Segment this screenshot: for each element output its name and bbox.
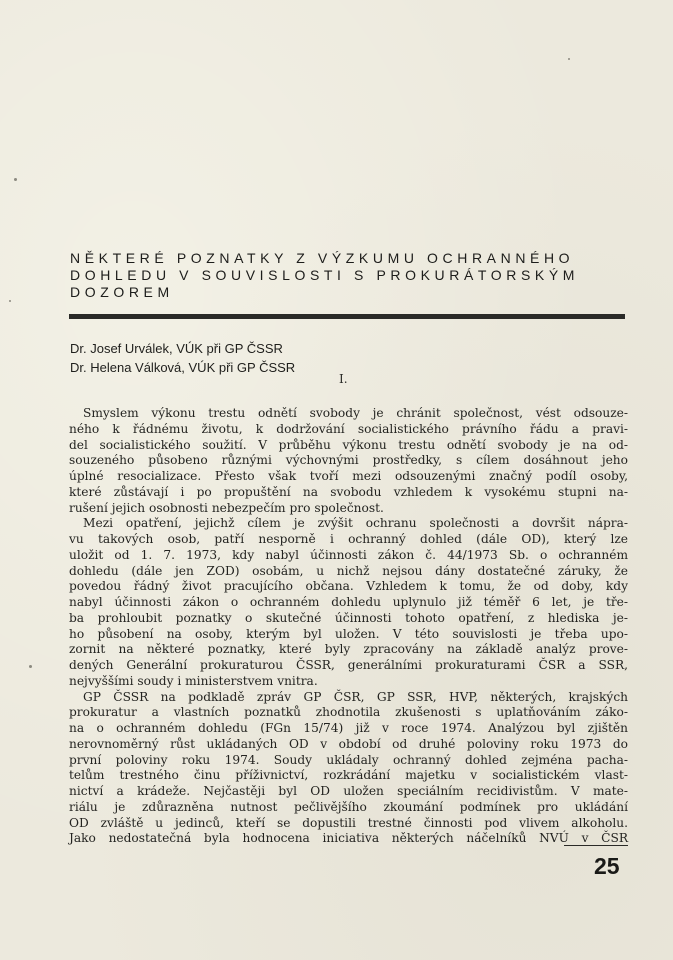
- title-line: NĚKTERÉ POZNATKY Z VÝZKUMU OCHRANNÉHO: [70, 250, 575, 266]
- text-line: OD zvláště u jedinců, kteří se dopustili trestné činnosti pod vlivem alkoholu.: [69, 815, 628, 830]
- text-line: úplné resocializace. Přesto však tvoří mezi odsouzenými značný podíl osoby,: [69, 469, 628, 483]
- author-line: Dr. Josef Urválek, VÚK při GP ČSSR: [70, 341, 283, 356]
- text-line: Jako nedostatečná byla hodnocena iniciativa některých náčelníků NVÚ v ČSR: [69, 831, 628, 846]
- paper-speck: [9, 300, 11, 302]
- text-line: ho působení na osoby, kterým byl uložen. V této souvislosti je třeba upo-: [69, 626, 628, 641]
- title-line: DOHLEDU V SOUVISLOSTI S PROKURÁTORSKÝM: [70, 267, 580, 283]
- paper-speck: [29, 665, 32, 668]
- text-line: uložit od 1. 7. 1973, kdy nabyl účinnosti zákon č. 44/1973 Sb. o ochranném: [69, 547, 628, 562]
- text-line: Smyslem výkonu trestu odnětí svobody je chránit společnost, vést odsouze-: [83, 406, 628, 420]
- text-line: del socialistického soužití. V průběhu výkonu trestu odnětí svobody je na od-: [69, 437, 628, 452]
- text-line: které zůstávají i po propuštění na svobodu vzhledem k vysokému stupni na-: [69, 484, 628, 499]
- title-line: DOZOREM: [70, 284, 174, 300]
- section-number: I.: [339, 372, 348, 386]
- text-line: dohledu (dále jen ZOD) osobám, u nichž nejsou dány dostatečné záruky, že: [69, 563, 628, 578]
- text-line: ného k řádnému životu, k dodržování socialistického právního řádu a pravi-: [69, 421, 628, 436]
- page-number: 25: [594, 853, 620, 879]
- text-line: telům trestného činu příživnictví, rozkrádání majetku v socialistickém vlast-: [69, 768, 628, 783]
- footer-divider: [564, 845, 628, 846]
- text-line: zornit na některé poznatky, které byly zpracovány na základě analýz prove-: [69, 642, 628, 657]
- text-line: na o ochranném dohledu (FGn 15/74) již v roce 1974. Analýzou byl zjištěn: [69, 721, 628, 735]
- text-line: rušení jejich osobnosti nebezpečím pro společnost.: [69, 500, 384, 515]
- text-line: vu takových osob, patří nesporně i ochranný dohled (dále OD), který lze: [69, 532, 628, 546]
- text-line: nabyl účinnosti zákon o ochranném dohledu uplynulo již téměř 6 let, je tře-: [69, 595, 628, 609]
- text-line: nejvyššími soudy i ministerstvem vnitra.: [69, 673, 318, 688]
- text-line: ba prohloubit poznatky o skutečné účinnosti tohoto opatření, z hlediska je-: [69, 610, 628, 625]
- body-text: [69, 406, 628, 847]
- text-line: dených Generální prokuraturou ČSSR, generálními prokuraturami ČSR a SSR,: [69, 658, 628, 672]
- text-line: první poloviny roku 1974. Soudy ukládaly ochranný dohled zejména pacha-: [69, 752, 628, 767]
- text-line: Mezi opatření, jejichž cílem je zvýšit ochranu společnosti a dovršit nápra-: [83, 516, 628, 531]
- paper-speck: [568, 58, 570, 60]
- article-title: [70, 250, 630, 301]
- text-line: nictví a krádeže. Nejčastěji byl OD uložen speciálním recidivistům. V mate-: [69, 784, 628, 798]
- text-line: souzeného působeno různými výchovnými prostředky, s cílem dosáhnout jeho: [69, 453, 628, 468]
- author-list: [70, 339, 295, 377]
- text-line: nerovnoměrný růst ukládaných OD v období od druhé poloviny roku 1973 do: [69, 736, 628, 751]
- paper-speck: [14, 178, 17, 181]
- author-line: Dr. Helena Válková, VÚK při GP ČSSR: [70, 360, 296, 375]
- text-line: GP ČSSR na podkladě zpráv GP ČSR, GP SSR, HVP, některých, krajských: [83, 689, 628, 704]
- text-line: riálu je zdůrazněna nutnost pečlivějšího zkoumání podmínek pro ukládání: [69, 799, 628, 814]
- title-divider: [69, 314, 625, 319]
- text-line: povedou řádný život pracujícího občana. Vzhledem k tomu, že od doby, kdy: [69, 579, 628, 594]
- text-line: prokuratur a vlastních poznatků zhodnotila zkušenosti s uplatňováním záko-: [69, 705, 628, 720]
